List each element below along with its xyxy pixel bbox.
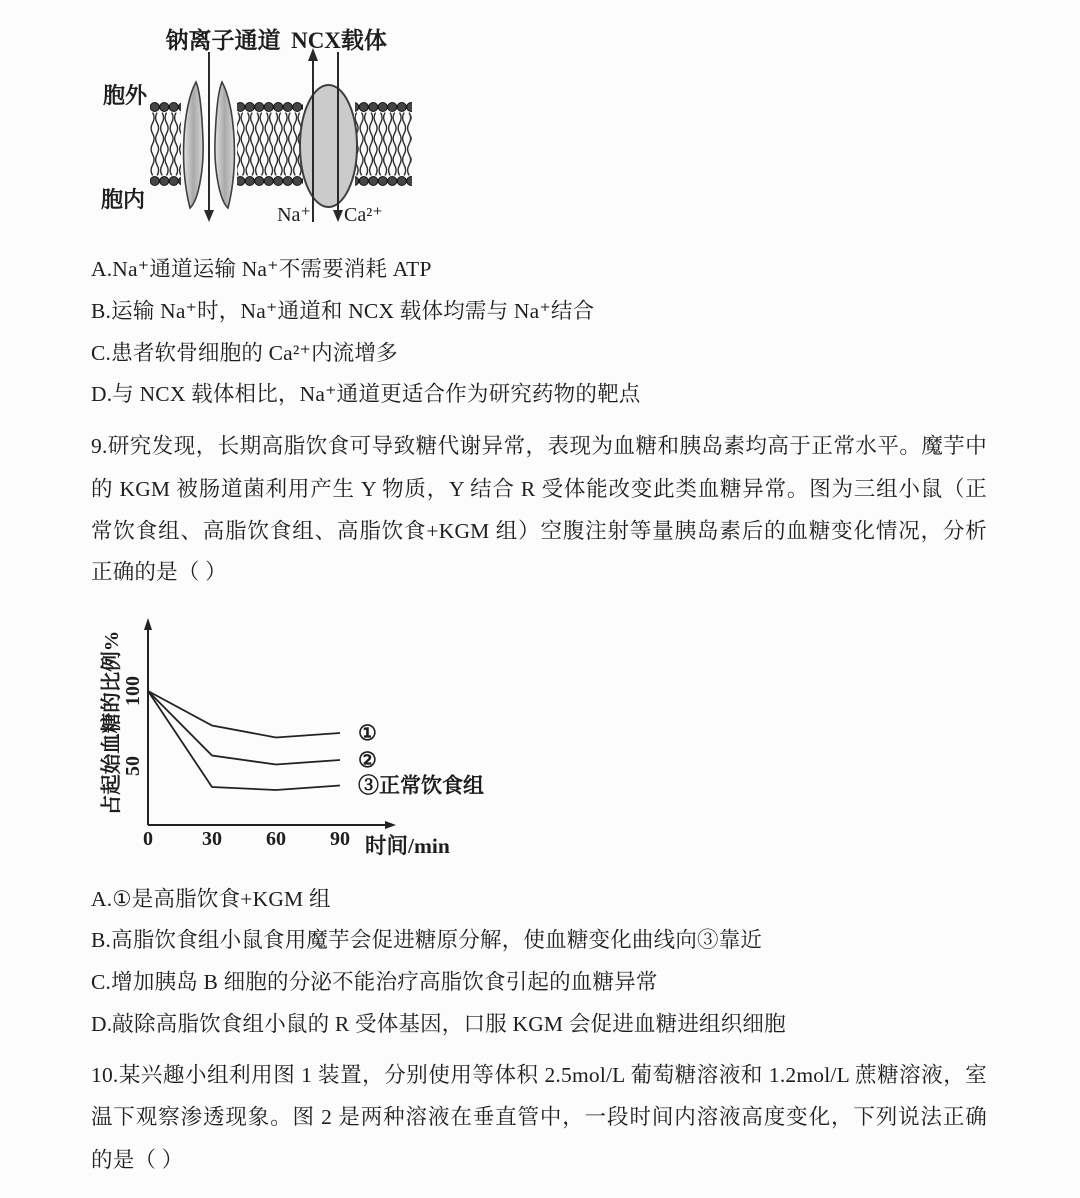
q9-stem-line-1: 9.研究发现，长期高脂饮食可导致糖代谢异常，表现为血糖和胰岛素均高于正常水平。魔芋中 [91,434,987,458]
lipid-bilayer-segment-middle [237,102,303,187]
ncx-carrier-protein [300,85,357,207]
lipid-bilayer-segment-right [355,102,412,187]
q9-option-b: B.高脂饮食组小鼠食用魔芋会促进糖原分解，使血糖变化曲线向③靠近 [91,928,763,952]
y-tick-50: 50 [122,756,144,776]
channel-flow-arrow [204,52,214,222]
curve-2 [148,691,340,765]
lipid-bilayer-segment-left [150,102,181,187]
sodium-channel-label: 钠离子通道 [165,28,281,53]
q9-option-a: A.①是高脂饮食+KGM 组 [91,887,331,911]
ncx-carrier-label: NCX载体 [291,28,387,53]
membrane-diagram [90,15,430,240]
q9-stem-line-2: 的 KGM 被肠道菌利用产生 Y 物质，Y 结合 R 受体能改变此类血糖异常。图为三组小鼠（正 [91,477,987,501]
x-tick-90: 90 [330,828,350,850]
q10-stem-line-3: 的是（ ） [91,1148,184,1172]
chart-plot-area [122,676,484,850]
q9-option-d: D.敲除高脂饮食组小鼠的 R 受体基因，口服 KGM 会促进血糖进组织细胞 [91,1012,786,1036]
curve-1 [148,691,340,738]
legend-label-1: ① [358,721,377,745]
x-axis-label: 时间/min [365,834,450,858]
legend-label-3: ③正常饮食组 [358,773,484,798]
q8-option-a: A.Na⁺通道运输 Na⁺不需要消耗 ATP [91,257,432,281]
extracellular-label: 胞外 [102,83,148,108]
ca-ion-label: Ca²⁺ [344,204,383,226]
x-tick-30: 30 [202,828,222,850]
na-ion-label: Na⁺ [277,204,311,226]
q8-option-b: B.运输 Na⁺时，Na⁺通道和 NCX 载体均需与 Na⁺结合 [91,299,595,323]
q10-stem-line-2: 温下观察渗透现象。图 2 是两种溶液在垂直管中，一段时间内溶液高度变化，下列说法正确 [91,1105,987,1129]
q10-stem-line-1: 10.某兴趣小组利用图 1 装置，分别使用等体积 2.5mol/L 葡萄糖溶液和 1.2mol/L 蔗糖溶液，室 [91,1063,987,1087]
glucose-chart [95,610,495,868]
x-tick-0: 0 [143,828,153,850]
q9-stem-line-3: 常饮食组、高脂饮食组、高脂饮食+KGM 组）空腹注射等量胰岛素后的血糖变化情况，分析 [91,519,987,543]
intracellular-label: 胞内 [100,187,146,212]
x-tick-60: 60 [266,828,286,850]
q9-stem-line-4: 正确的是（ ） [91,560,227,584]
q8-option-d: D.与 NCX 载体相比，Na⁺通道更适合作为研究药物的靶点 [91,382,641,406]
legend-label-2: ② [358,748,377,772]
y-tick-100: 100 [122,676,144,706]
q9-option-c: C.增加胰岛 B 细胞的分泌不能治疗高脂饮食引起的血糖异常 [91,970,658,994]
q8-option-c: C.患者软骨细胞的 Ca²⁺内流增多 [91,341,398,365]
y-axis-label: 占起始血糖的比例% [101,630,123,816]
